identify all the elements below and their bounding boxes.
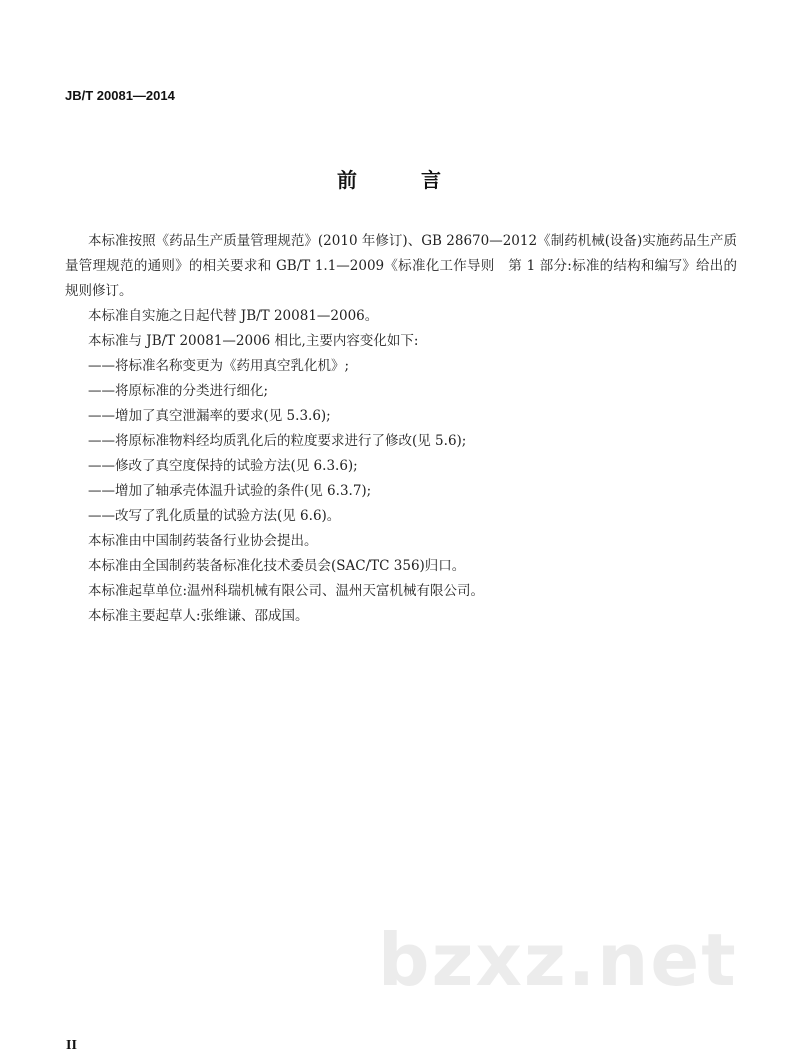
change-item: ——修改了真空度保持的试验方法(见 6.3.6); xyxy=(88,458,358,474)
standard-code-header: JB/T 20081—2014 xyxy=(65,88,175,103)
paragraph: 本标准按照《药品生产质量管理规范》(2010 年修订)、GB 28670—2012《制药机械(设备)实施药品生产质量管理规范的通则》的相关要求和 GB/T 1.1—2009《标准化工作导则 第 1 部分:标准的结构和编写》给出的规则修订。 xyxy=(65,233,737,299)
watermark: bzxz.net xyxy=(378,918,738,1002)
change-item: ——将原标准物料经均质乳化后的粒度要求进行了修改(见 5.6); xyxy=(88,433,467,449)
paragraph: 本标准由全国制药装备标准化技术委员会(SAC/TC 356)归口。 xyxy=(88,558,466,574)
change-item: ——改写了乳化质量的试验方法(见 6.6)。 xyxy=(88,508,341,524)
paragraph: 本标准由中国制药装备行业协会提出。 xyxy=(88,533,318,549)
paragraph: 本标准与 JB/T 20081—2006 相比,主要内容变化如下: xyxy=(88,333,419,349)
change-item: ——将原标准的分类进行细化; xyxy=(88,383,269,399)
change-item: ——增加了真空泄漏率的要求(见 5.3.6); xyxy=(88,408,331,424)
change-item: ——增加了轴承壳体温升试验的条件(见 6.3.7); xyxy=(88,483,372,499)
paragraph: 本标准起草单位:温州科瑞机械有限公司、温州天富机械有限公司。 xyxy=(88,583,485,599)
foreword-body xyxy=(65,229,737,629)
paragraph: 本标准自实施之日起代替 JB/T 20081—2006。 xyxy=(88,308,379,324)
change-item: ——将标准名称变更为《药用真空乳化机》; xyxy=(88,358,350,374)
page-title: 前 言 xyxy=(337,168,463,192)
page-number: II xyxy=(66,1038,77,1053)
paragraph: 本标准主要起草人:张维谦、邵成国。 xyxy=(88,608,309,624)
